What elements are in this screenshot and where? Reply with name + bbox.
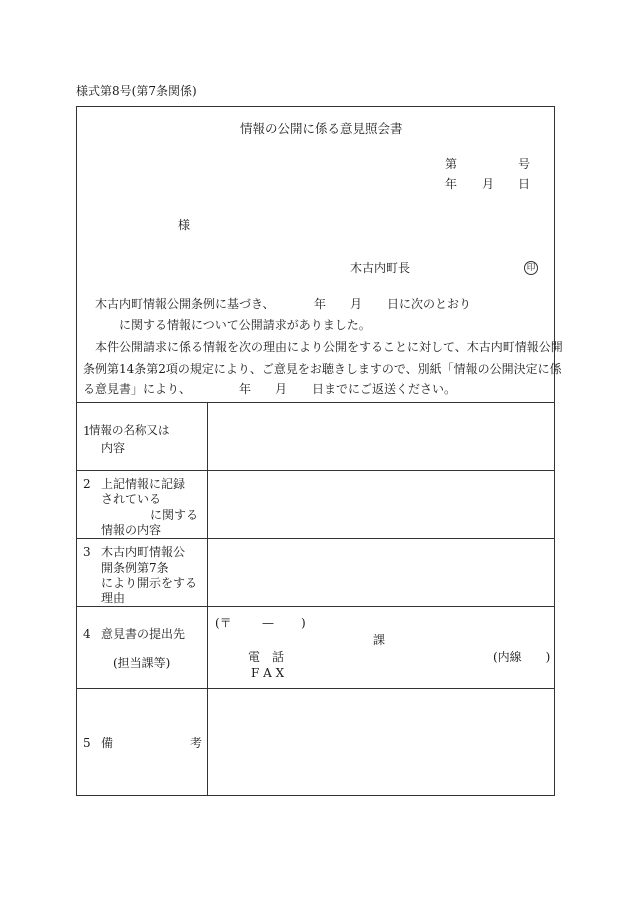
body-p1-line1-a: 木古内町情報公開条例に基づき、 — [95, 297, 275, 311]
row-1-label-text: 情報の名称又は — [89, 423, 170, 437]
body-p1-month: 月 — [350, 297, 363, 311]
row-5-label-right: 考 — [190, 736, 203, 750]
postal-close: ) — [301, 616, 306, 630]
row-1-number: 1 — [83, 424, 91, 438]
row-5-number: 5 — [83, 736, 91, 750]
row-2-label-line4: 情報の内容 — [101, 523, 162, 537]
fax-label: F A X — [251, 666, 285, 680]
divider-header — [77, 402, 554, 403]
row-5-label-left: 備 — [101, 736, 114, 750]
number-suffix: 号 — [518, 157, 531, 171]
divider-row-3 — [77, 606, 554, 607]
column-divider — [207, 402, 208, 795]
row-4-label-line1: 意見書の提出先 — [101, 627, 186, 641]
row-3-label-line1: 木古内町情報公 — [101, 545, 186, 559]
row-3-number: 3 — [83, 545, 91, 559]
body-p1-year: 年 — [314, 297, 327, 311]
row-3-label-line4: 理由 — [101, 591, 126, 605]
body-p1-line2: に関する情報について公開請求がありました。 — [119, 318, 371, 332]
date-day: 日 — [518, 177, 531, 191]
seal-mark: 印 — [524, 261, 538, 275]
form-code: 様式第8号(第7条関係) — [76, 84, 197, 98]
sender-name: 木古内町長 — [350, 261, 411, 275]
divider-row-1 — [77, 470, 554, 471]
row-2-number: 2 — [83, 477, 91, 491]
extension-label: (内線 ) — [493, 650, 551, 664]
body-p1-line1-b: 日に次のとおり — [387, 297, 472, 311]
postal-open: (〒 — [215, 616, 232, 630]
row-3-label-line3: により開示をする — [101, 576, 198, 590]
number-prefix: 第 — [445, 157, 458, 171]
row-2-label-line3: に関する — [150, 508, 199, 522]
form-title: 情報の公開に係る意見照会書 — [240, 121, 403, 136]
date-month: 月 — [482, 177, 495, 191]
addressee-suffix: 様 — [178, 218, 191, 232]
postal-dash: — — [262, 616, 274, 630]
inquiry-form — [76, 106, 563, 796]
row-3-label-line2: 開条例第7条 — [101, 561, 169, 575]
row-2-label-line1: 上記情報に記録 — [101, 477, 186, 491]
row-1-label-line1 — [89, 425, 202, 437]
row-4-label-line2: (担当課等) — [113, 656, 171, 670]
divider-row-4 — [77, 688, 554, 689]
row-2-label-line2: されている — [101, 492, 162, 506]
body-p2-line2: 条例第14条第2項の規定により、ご意見をお聴きしますので、別紙「情報の公開決定に係 — [83, 362, 562, 376]
row-1-label-line2: 内容 — [101, 441, 126, 455]
divider-row-2 — [77, 538, 554, 539]
section-label: 課 — [373, 633, 386, 647]
date-year: 年 — [445, 177, 458, 191]
body-p2-line1: 本件公開請求に係る情報を次の理由により公開をすることに対して、木古内町情報公開 — [95, 340, 563, 354]
body-p2-line3-b: 日までにご返送ください。 — [312, 382, 457, 396]
row-4-number: 4 — [83, 627, 91, 641]
body-p2-month: 月 — [275, 382, 288, 396]
body-p2-year: 年 — [239, 382, 252, 396]
body-p2-line3-a: る意見書」により、 — [83, 382, 192, 396]
phone-label: 電 話 — [248, 650, 285, 664]
